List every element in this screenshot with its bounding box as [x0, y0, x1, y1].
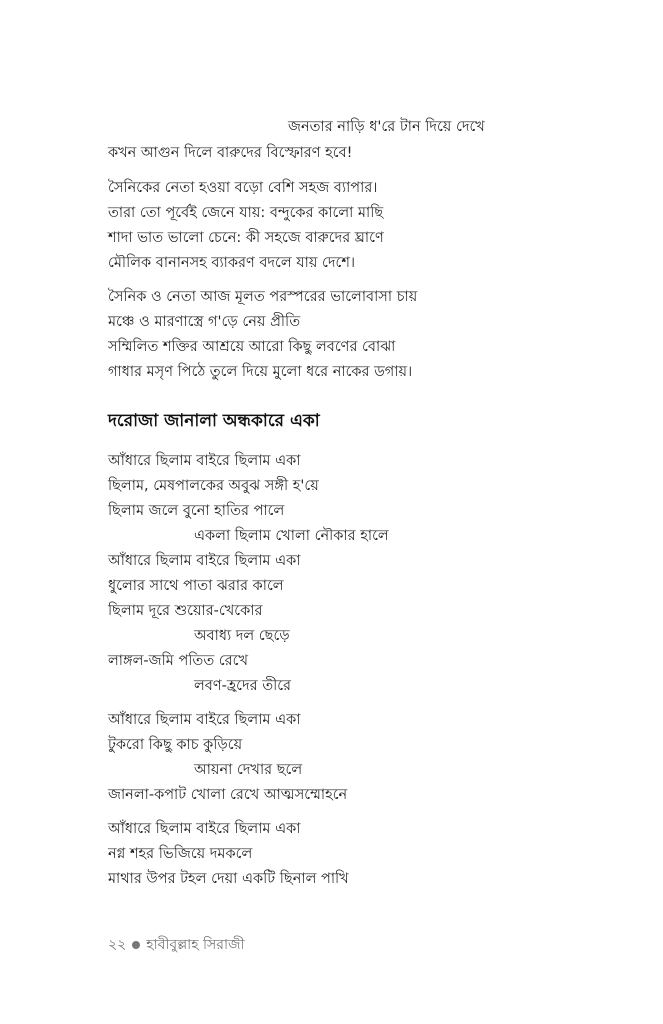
poem-line: জানলা-কপাট খোলা রেখে আত্মসম্মোহনে: [108, 787, 348, 803]
poem-line: তারা তো পূর্বেই জেনে যায়: বন্দুকের কালো মাছি: [108, 205, 384, 221]
bullet-icon: [132, 941, 140, 949]
poem-line: মাথার উপর টহল দেয়া একটি ছিনাল পাখি: [108, 871, 349, 887]
page-number: ২২: [108, 937, 127, 953]
poem-line: আয়না দেখার ছলে: [194, 762, 303, 778]
poem-line: নগ্ন শহর ভিজিয়ে দমকলে: [108, 846, 253, 862]
poem-line: মৌলিক বানানসহ ব্যাকরণ বদলে যায় দেশে।: [108, 255, 356, 271]
poem-line: জনতার নাড়ি ধ'রে টান দিয়ে দেখে: [288, 119, 485, 135]
page-footer: [108, 933, 245, 957]
poem-line: আঁধারে ছিলাম বাইরে ছিলাম একা: [108, 712, 301, 728]
poem-line: কখন আগুন দিলে বারুদের বিস্ফোরণ হবে!: [108, 145, 353, 161]
poem-line: ছিলাম দূরে শুয়োর-খেকোর: [108, 603, 263, 619]
poem-line: সৈনিকের নেতা হওয়া বড়ো বেশি সহজ ব্যাপার।: [108, 180, 378, 196]
poem-title: দরোজা জানালা অন্ধকারে একা: [108, 411, 320, 431]
poem-line: টুকরো কিছু কাচ কুড়িয়ে: [108, 737, 243, 753]
poem-line: আঁধারে ছিলাম বাইরে ছিলাম একা: [108, 553, 301, 569]
poem-line: শাদা ভাত ভালো চেনে: কী সহজে বারুদের ঘ্রাণে: [108, 230, 384, 246]
author-name: হাবীবুল্লাহ সিরাজী: [146, 937, 245, 953]
poem-line: আঁধারে ছিলাম বাইরে ছিলাম একা: [108, 821, 301, 837]
poem-line: ছিলাম, মেষপালকের অবুঝ সঙ্গী হ'য়ে: [108, 478, 319, 494]
poem-line: লাঙ্গল-জমি পতিত রেখে: [108, 653, 249, 669]
poem-line: আঁধারে ছিলাম বাইরে ছিলাম একা: [108, 453, 301, 469]
poem-line: সম্মিলিত শক্তির আশ্রয়ে আরো কিছু লবণের বোঝা: [108, 339, 396, 355]
poem-line: অবাধ্য দল ছেড়ে: [194, 628, 290, 644]
poem-line: মঞ্চে ও মারণাস্ত্রে গ'ড়ে নেয় প্রীতি: [108, 314, 301, 330]
poem-line: সৈনিক ও নেতা আজ মূলত পরস্পরের ভালোবাসা চায়: [108, 289, 418, 305]
poem-line: ছিলাম জলে বুনো হাতির পালে: [108, 503, 285, 519]
poem-line: ধুলোর সাথে পাতা ঝরার কালে: [108, 578, 284, 594]
poem-line: একলা ছিলাম খোলা নৌকার হালে: [194, 528, 389, 544]
poem-line: গাধার মসৃণ পিঠে তুলে দিয়ে মুলো ধরে নাকের ডগায়।: [108, 364, 413, 380]
poem-line: লবণ-হ্রদের তীরে: [194, 678, 292, 694]
